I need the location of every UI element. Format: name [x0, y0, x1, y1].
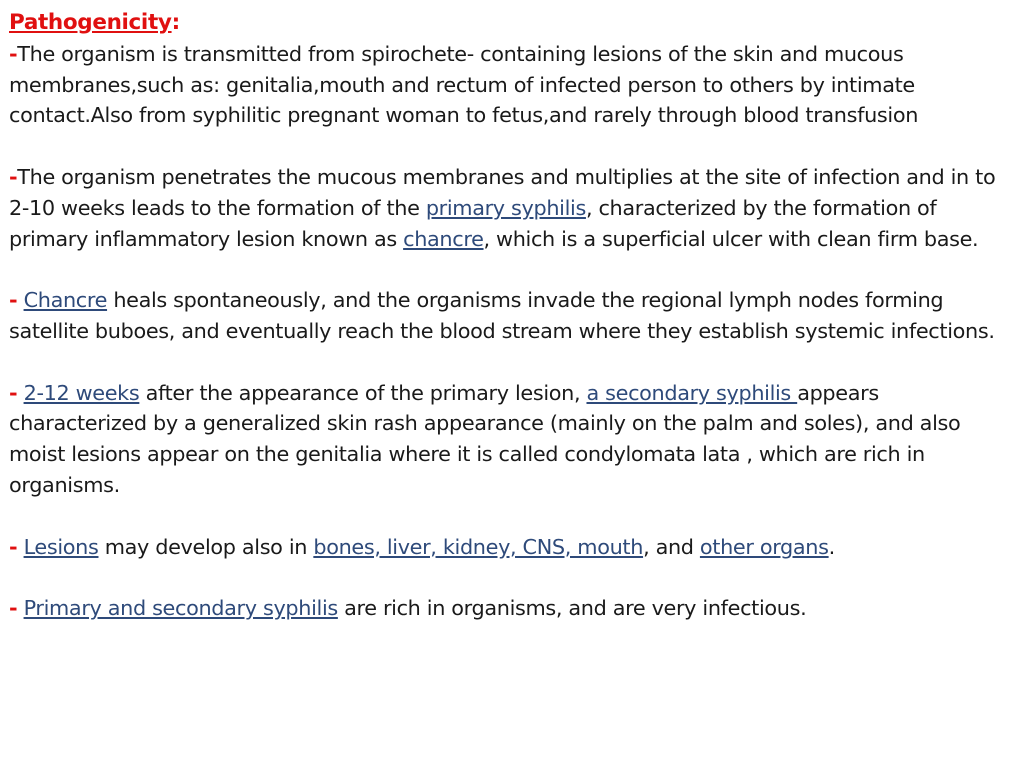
paragraph-secondary-syphilis — [9, 378, 1021, 501]
slide-title — [9, 8, 1021, 39]
paragraph-text: may develop also in — [98, 534, 314, 559]
paragraph-text: , which is a superficial ulcer with clean firm base. — [483, 226, 979, 251]
bullet-dash: - — [9, 164, 18, 189]
keyword-organs-list: bones, liver, kidney, CNS, mouth — [313, 534, 644, 559]
paragraph-transmission — [9, 39, 1021, 131]
paragraph-gap — [9, 347, 1021, 378]
bullet-dash: - — [9, 41, 18, 66]
bullet-dash: - — [9, 534, 18, 559]
paragraph-text: heals spontaneously, and the organisms invade the regional lymph nodes forming satellite buboes, and eventually reach the blood stream where they establish systemic infections. — [9, 288, 995, 343]
keyword-primary-syphilis: primary syphilis — [425, 195, 586, 220]
paragraph-text: after the appearance of the primary lesion, — [139, 380, 587, 405]
paragraph-primary-syphilis — [9, 162, 1021, 254]
keyword-chancre: Chancre — [23, 288, 108, 313]
paragraph-text: are rich in organisms, and are very infectious. — [337, 596, 807, 621]
paragraph-text: appears characterized by a generalized skin rash appearance (mainly on the palm and soles), and also moist lesions appear on the genitalia where it is called condylomata lata , which are rich in organisms. — [9, 380, 961, 497]
paragraph-text: The organism is transmitted from spirochete- containing lesions of the skin and mucous membranes,such as: genitalia,mouth and rectum of infected person to others by intimate contact.Also from syphilitic pregnant woman to fetus,and rarely through blood transfusion — [9, 41, 919, 128]
bullet-dash: - — [9, 596, 18, 621]
bullet-dash: - — [9, 380, 18, 405]
paragraph-gap — [9, 131, 1021, 162]
keyword-lesions: Lesions — [23, 534, 99, 559]
paragraph-text: , characterized by the formation of primary inflammatory lesion known as — [9, 195, 937, 251]
keyword-primary-secondary-syphilis: Primary and secondary syphilis — [23, 596, 338, 621]
paragraph-gap — [9, 254, 1021, 285]
keyword-other-organs: other organs — [699, 534, 829, 559]
paragraph-gap — [9, 562, 1021, 593]
title-colon: : — [171, 10, 180, 35]
paragraph-infectious — [9, 593, 1021, 624]
keyword-chancre: chancre — [403, 226, 484, 251]
paragraph-gap — [9, 501, 1021, 532]
paragraph-text: . — [828, 534, 835, 559]
bullet-dash: - — [9, 288, 18, 313]
keyword-2-12-weeks: 2-12 weeks — [23, 380, 140, 405]
title-text: Pathogenicity — [9, 10, 172, 35]
slide-content — [9, 8, 1021, 624]
paragraph-text: , and — [643, 534, 700, 559]
paragraph-text: The organism penetrates the mucous membranes and multiplies at the site of infection and in to 2-10 weeks leads to the formation of the — [9, 164, 996, 220]
keyword-secondary-syphilis: a secondary syphilis — [586, 380, 798, 405]
paragraph-lesions — [9, 532, 1021, 563]
paragraph-chancre — [9, 285, 1021, 347]
